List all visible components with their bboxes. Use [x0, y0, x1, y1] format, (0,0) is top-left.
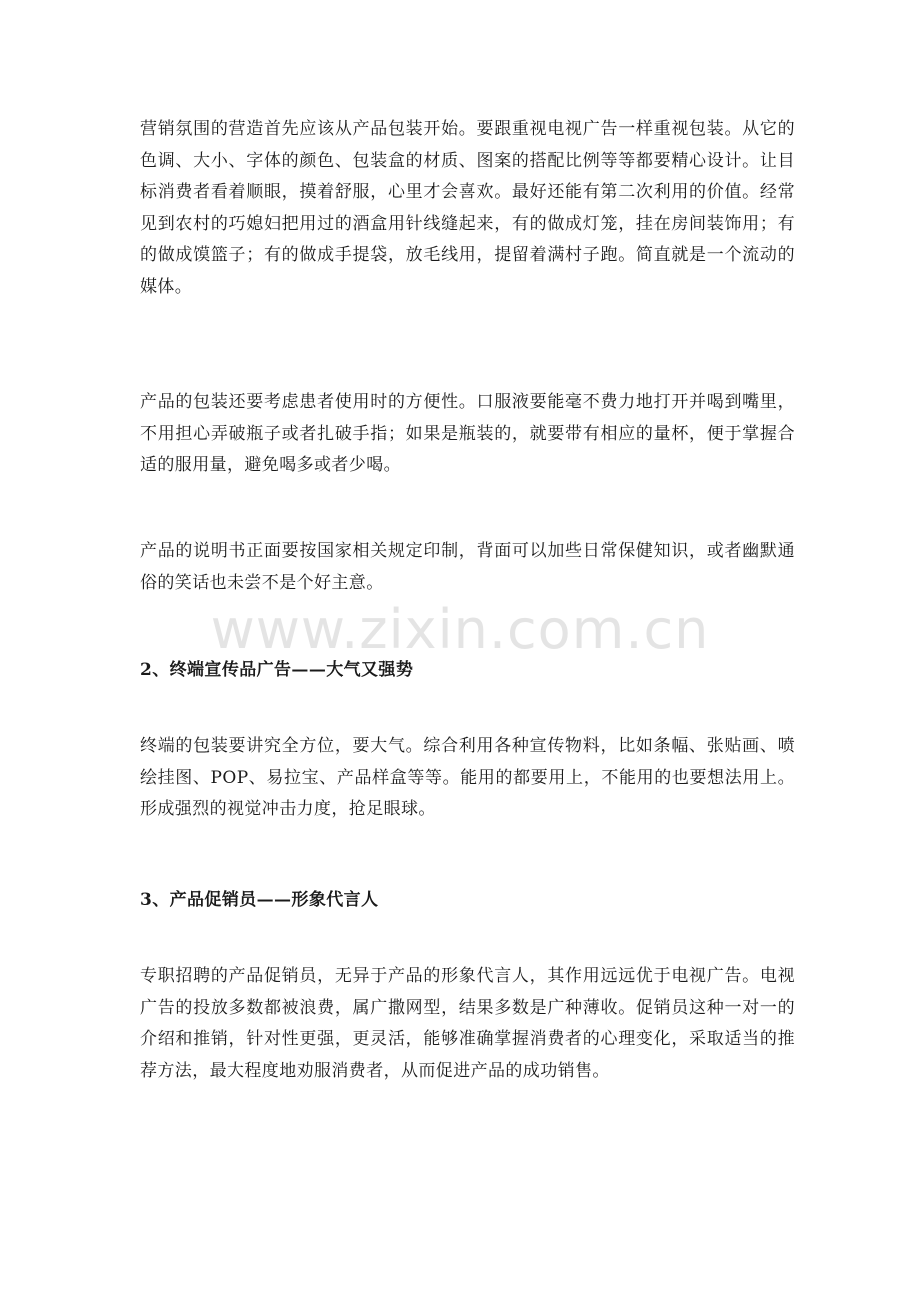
paragraph-packaging-convenience: 产品的包装还要考虑患者使用时的方便性。口服液要能毫不费力地打开并喝到嘴里，不用担心弄破瓶子或者扎破手指；如果是瓶装的，就要带有相应的量杯，便于掌握合适的服用量，避免喝多或者少喝。	[140, 392, 795, 475]
paragraph-instruction-manual: 产品的说明书正面要按国家相关规定印制，背面可以加些日常保健知识，或者幽默通俗的笑话也未尝不是个好主意。	[140, 541, 795, 593]
watermark-text: www.zixin.com.cn	[210, 598, 710, 661]
paragraph-packaging-atmosphere: 营销氛围的营造首先应该从产品包装开始。要跟重视电视广告一样重视包装。从它的色调、大小、字体的颜色、包装盒的材质、图案的搭配比例等等都要精心设计。让目标消费者看着顺眼，摸着舒服，心里才会喜欢。最好还能有第二次利用的价值。经常见到农村的巧媳妇把用过的酒盒用针线缝起来，有的做成灯笼，挂在房间装饰用；有的做成馍篮子；有的做成手提袋，放毛线用，提留着满村子跑。简直就是一个流动的媒体。	[140, 119, 795, 297]
section-heading-terminal-advertising: 2、终端宣传品广告——大气又强势	[140, 660, 414, 680]
paragraph-promoters: 专职招聘的产品促销员，无异于产品的形象代言人，其作用远远优于电视广告。电视广告的投放多数都被浪费，属广撒网型，结果多数是广种薄收。促销员这种一对一的介绍和推销，针对性更强，更灵活，能够准确掌握消费者的心理变化，采取适当的推荐方法，最大程度地劝服消费者，从而促进产品的成功销售。	[140, 966, 795, 1081]
paragraph-terminal-advertising: 终端的包装要讲究全方位，要大气。综合利用各种宣传物料，比如条幅、张贴画、喷绘挂图、POP、易拉宝、产品样盒等等。能用的都要用上，不能用的也要想法用上。形成强烈的视觉冲击力度，抢足眼球。	[140, 736, 795, 819]
section-heading-promoters: 3、产品促销员——形象代言人	[140, 890, 379, 910]
